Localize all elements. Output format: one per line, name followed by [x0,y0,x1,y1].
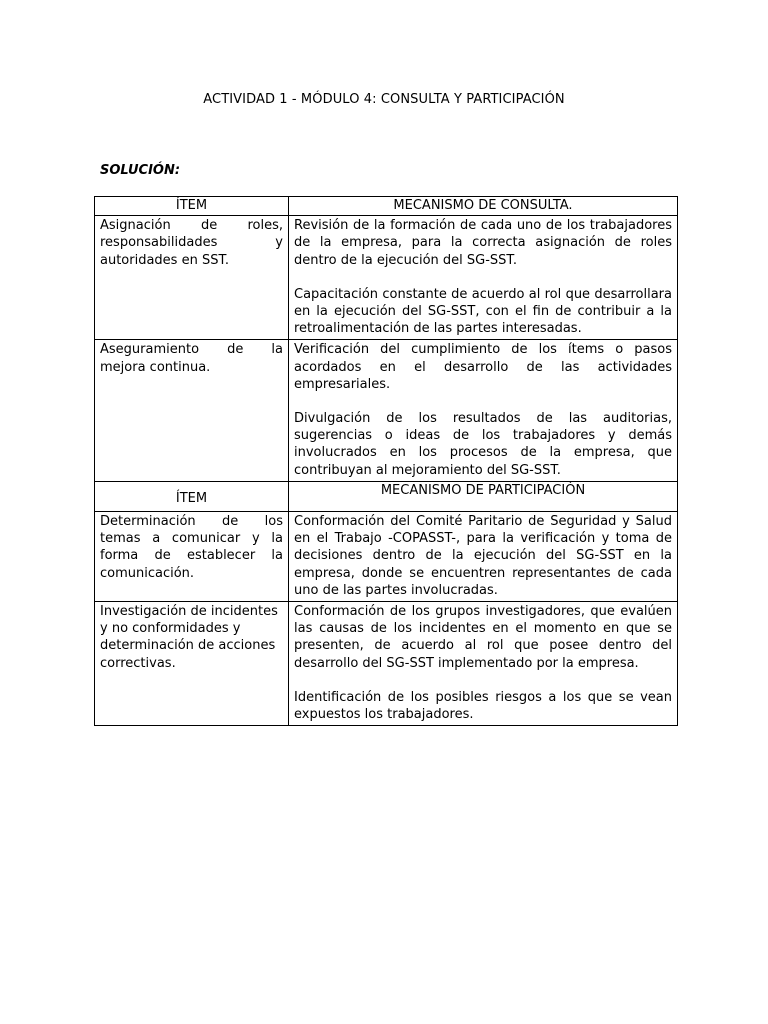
row-item: Aseguramiento de la mejora continua. [95,340,289,481]
consulta-header-row [95,197,678,216]
row-item: Determinación de los temas a comunicar y la forma de establecer la comunicación. [95,512,289,602]
mechanisms-table [94,196,678,726]
row-mechanism [289,340,678,481]
mechanism-paragraph: Revisión de la formación de cada uno de los trabajadores de la empresa, para la correcta asignación de roles dentro de la ejecución del SG-SST. [294,218,672,268]
participacion-header-item: ÍTEM [95,481,289,511]
mechanism-paragraph: Capacitación constante de acuerdo al rol que desarrollara en la ejecución del SG-SST, con el fin de contribuir a la retroalimentación de las partes interesadas. [294,286,672,337]
row-mechanism [289,216,678,340]
mechanism-paragraph: Conformación de los grupos investigadores, que evalúen las causas de los incidentes en el momento en que se presenten, de acuerdo al rol que posee dentro del desarrollo del SG-SST implementado por la empresa. [294,604,672,671]
document-title: ACTIVIDAD 1 - MÓDULO 4: CONSULTA Y PARTICIPACIÓN [203,92,565,107]
mechanism-paragraph: Conformación del Comité Paritario de Seguridad y Salud en el Trabajo -COPASST-, para la verificación y toma de decisiones dentro de la ejecución del SG-SST en la empresa, donde se encuentren representantes de cada uno de las partes involucradas. [294,514,672,598]
table-row [95,602,678,726]
consulta-header-item: ÍTEM [95,197,289,216]
row-item: Investigación de incidentes y no conformidades y determinación de acciones correctivas. [95,602,289,726]
section-label: SOLUCIÓN: [100,163,181,178]
table-row [95,512,678,602]
mechanism-paragraph: Identificación de los posibles riesgos a los que se vean expuestos los trabajadores. [294,689,672,723]
row-mechanism [289,602,678,726]
consulta-header-mechanism: MECANISMO DE CONSULTA. [289,197,678,216]
row-item: Asignación de roles, responsabilidades y autoridades en SST. [95,216,289,340]
row-mechanism [289,512,678,602]
table-row [95,216,678,340]
participacion-header-row [95,481,678,511]
mechanism-paragraph: Divulgación de los resultados de las auditorias, sugerencias o ideas de los trabajadores y demás involucrados en los procesos de la empresa, que contribuyan al mejoramiento del SG-SST. [294,411,672,478]
mechanism-paragraph: Verificación del cumplimiento de los ítems o pasos acordados en el desarrollo de las actividades empresariales. [294,342,672,392]
participacion-header-mechanism: MECANISMO DE PARTICIPACIÓN [289,481,678,511]
table-row [95,340,678,481]
